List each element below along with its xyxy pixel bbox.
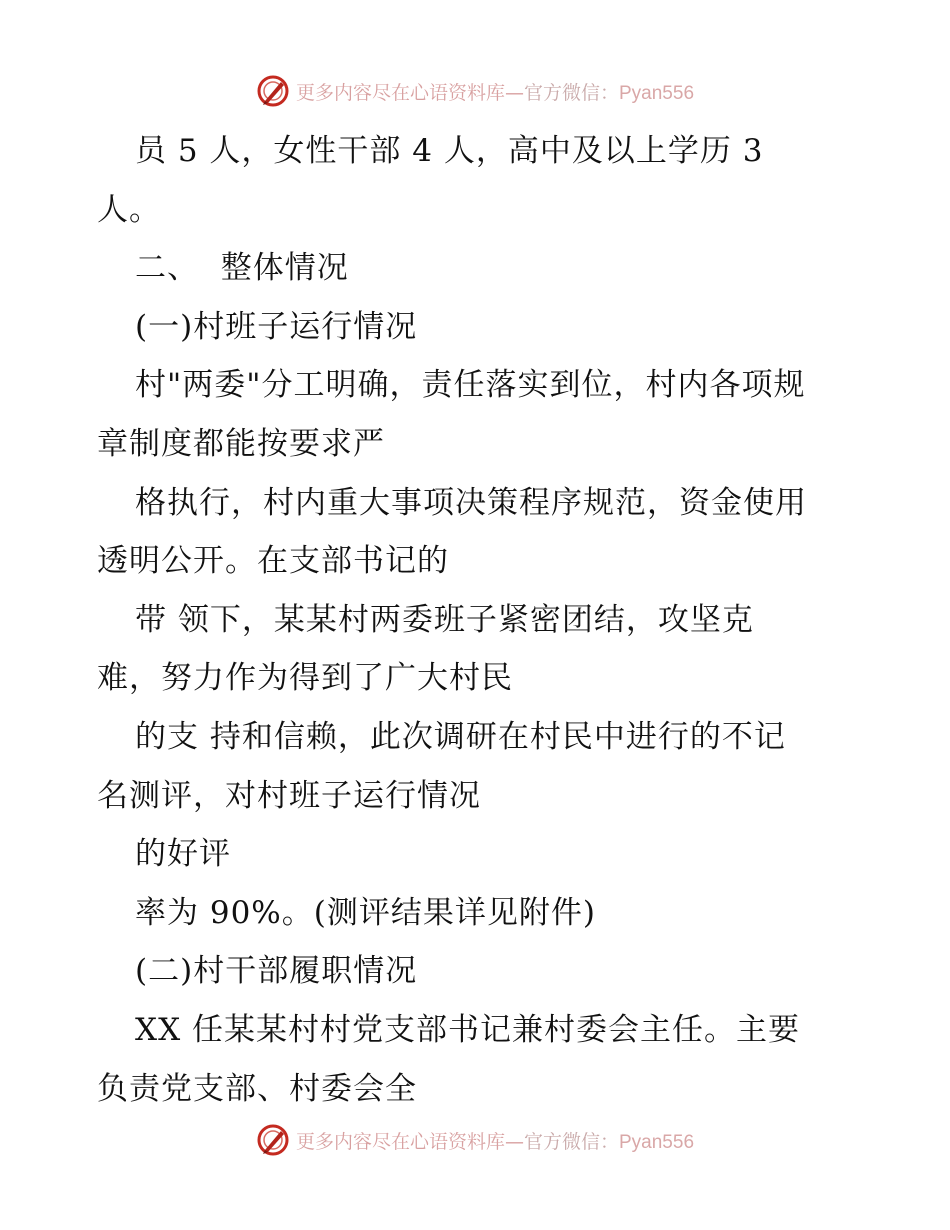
paragraph-line: 格执行，村内重大事项决策程序规范，资金使用 <box>135 484 807 521</box>
paragraph-line: 难，努力作为得到了广大村民 <box>97 660 513 697</box>
pen-logo-icon <box>256 74 290 108</box>
paragraph-line: 负责党支部、村委会全 <box>97 1070 417 1107</box>
banner-wechat-id: Pyan556 <box>619 1131 695 1153</box>
paragraph-line: 员 5 人，女性干部 4 人，高中及以上学历 3 <box>135 133 764 169</box>
paragraph-line: XX 任某某村村党支部书记兼村委会主任。主要 <box>135 1011 800 1048</box>
banner-dash: — <box>504 1130 524 1153</box>
section-heading: 二、 整体情况 <box>135 250 349 287</box>
banner-wechat-id: Pyan556 <box>619 82 695 104</box>
paragraph-line: 名测评，对村班子运行情况 <box>97 777 481 814</box>
paragraph-line: 带 领下，某某村两委班子紧密团结，攻坚克 <box>135 601 754 638</box>
footer-watermark-banner <box>0 1120 950 1160</box>
banner-wechat-label: 官方微信： <box>523 1130 619 1153</box>
header-watermark-banner <box>0 71 950 111</box>
paragraph-line: 的支 持和信赖，此次调研在村民中进行的不记 <box>135 718 786 755</box>
paragraph-line: 人。 <box>97 191 161 228</box>
pen-logo-icon <box>256 1123 290 1157</box>
subsection-heading: (一)村班子运行情况 <box>135 308 418 345</box>
paragraph-line: 村"两委"分工明确，责任落实到位，村内各项规 <box>135 367 806 404</box>
banner-dash: — <box>504 81 524 104</box>
banner-wechat-label: 官方微信： <box>523 81 619 104</box>
paragraph-line: 率为 90%。(测评结果详见附件) <box>135 894 596 931</box>
paragraph-line: 透明公开。在支部书记的 <box>97 543 449 580</box>
document-body <box>97 122 857 1118</box>
subsection-heading: (二)村干部履职情况 <box>135 953 418 990</box>
banner-brand-text: 更多内容尽在心语资料库 <box>295 1130 505 1153</box>
banner-brand-text: 更多内容尽在心语资料库 <box>295 81 505 104</box>
paragraph-line: 章制度都能按要求严 <box>97 425 385 462</box>
paragraph-line: 的好评 <box>135 836 231 873</box>
